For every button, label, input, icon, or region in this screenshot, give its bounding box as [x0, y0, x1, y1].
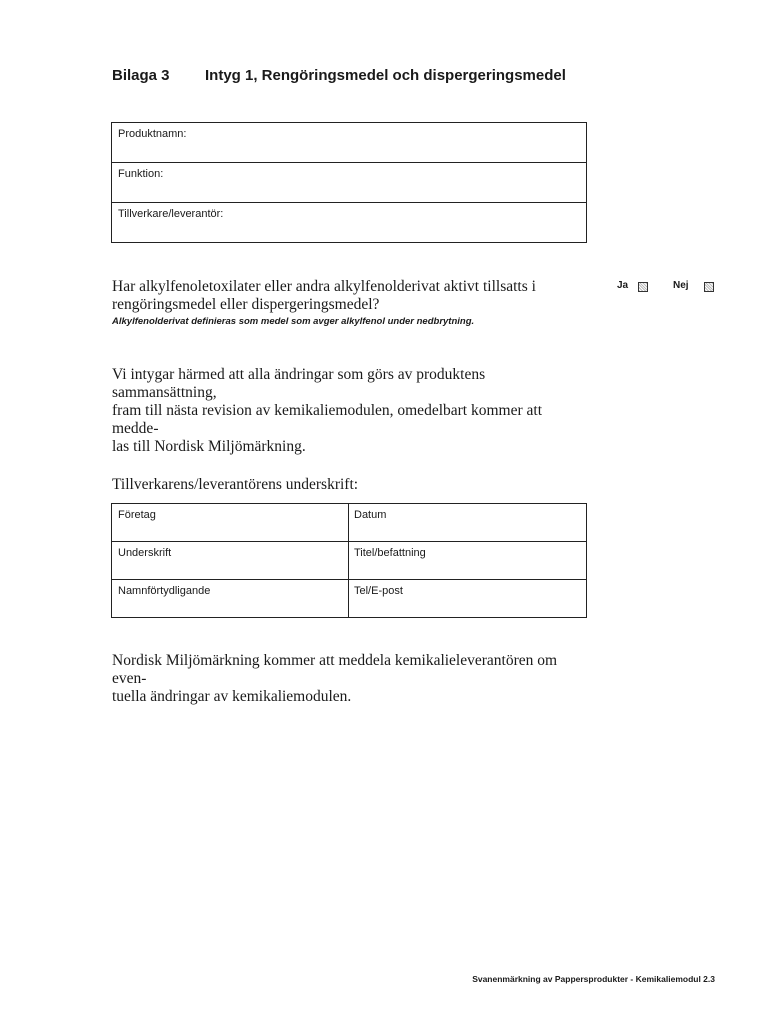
signature-row-2: [112, 542, 586, 580]
question-text: [112, 278, 582, 314]
page-footer: Svanenmärkning av Pappersprodukter - Kemikaliemodul 2.3: [472, 974, 715, 984]
manufacturer-label: Tillverkare/leverantör:: [118, 208, 224, 220]
page-title: Intyg 1, Rengöringsmedel och dispergeringsmedel: [205, 67, 566, 84]
question-line-2: rengöringsmedel eller dispergeringsmedel?: [112, 296, 380, 313]
question-line-1: Har alkylfenoletoxilater eller andra alkylfenolderivat aktivt tillsatts i: [112, 278, 536, 295]
declaration-line-1: Vi intygar härmed att alla ändringar som görs av produktens sammansättning,: [112, 366, 486, 401]
no-label: Nej: [673, 280, 689, 291]
product-info-table: [111, 122, 587, 243]
yes-checkbox[interactable]: [638, 282, 648, 292]
appendix-label: Bilaga 3: [112, 67, 170, 84]
title-label: Titel/befattning: [354, 547, 426, 559]
printed-name-label: Namnförtydligande: [118, 585, 211, 597]
question-note: Alkylfenolderivat definieras som medel som avger alkylfenol under nedbrytning.: [112, 316, 475, 327]
date-label: Datum: [354, 509, 387, 521]
product-name-label: Produktnamn:: [118, 128, 187, 140]
contact-label: Tel/E-post: [354, 585, 403, 597]
function-row: [112, 163, 586, 203]
function-label: Funktion:: [118, 168, 164, 180]
product-name-row: [112, 123, 586, 163]
declaration-line-3: las till Nordisk Miljömärkning.: [112, 438, 306, 455]
company-label: Företag: [118, 509, 156, 521]
yes-label: Ja: [617, 280, 629, 291]
signature-row-3: [112, 580, 586, 617]
closing-line-2: tuella ändringar av kemikaliemodulen.: [112, 688, 352, 705]
signature-label: Underskrift: [118, 547, 172, 559]
manufacturer-row: [112, 203, 586, 242]
no-checkbox[interactable]: [704, 282, 714, 292]
closing-line-1: Nordisk Miljömärkning kommer att meddela kemikalieleverantören om even-: [112, 652, 558, 687]
declaration-text: [112, 366, 592, 456]
signature-row-1: [112, 504, 586, 542]
declaration-line-2: fram till nästa revision av kemikaliemodulen, omedelbart kommer att medde-: [112, 402, 542, 437]
signature-heading: Tillverkarens/leverantörens underskrift:: [112, 476, 359, 493]
closing-text: [112, 652, 592, 706]
signature-table: [111, 503, 587, 618]
